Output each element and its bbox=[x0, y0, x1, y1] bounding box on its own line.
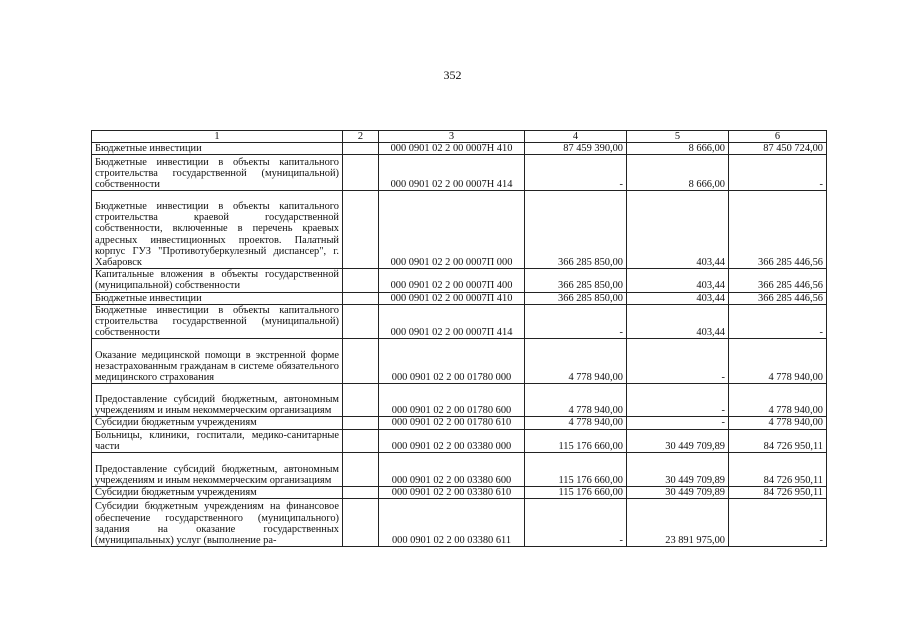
row-name-cell: Больницы, клиники, госпитали, медико-санитарные части bbox=[92, 429, 343, 452]
table-body bbox=[92, 143, 827, 547]
row-col5-cell: 8 666,00 bbox=[627, 143, 729, 155]
row-col2-cell bbox=[343, 143, 379, 155]
row-col4-cell: 366 285 850,00 bbox=[525, 292, 627, 304]
row-col5-cell: 30 449 709,89 bbox=[627, 453, 729, 487]
table-row bbox=[92, 339, 827, 384]
row-name-cell: Предоставление субсидий бюджетным, автономным учреждениям и иным некоммерческим организациям bbox=[92, 453, 343, 487]
row-col4-cell: 115 176 660,00 bbox=[525, 453, 627, 487]
table-row bbox=[92, 453, 827, 487]
row-name-cell: Оказание медицинской помощи в экстренной форме незастрахованным гражданам в системе обязательного медицинского страхования bbox=[92, 339, 343, 384]
row-name-cell: Предоставление субсидий бюджетным, автономным учреждениям и иным некоммерческим организациям bbox=[92, 384, 343, 417]
row-col5-cell: 30 449 709,89 bbox=[627, 487, 729, 499]
column-header: 1 bbox=[92, 131, 343, 143]
row-col4-cell: 366 285 850,00 bbox=[525, 269, 627, 292]
row-col4-cell: 87 459 390,00 bbox=[525, 143, 627, 155]
row-code-cell: 000 0901 02 2 00 0007П 410 bbox=[379, 292, 525, 304]
row-col4-cell: 366 285 850,00 bbox=[525, 191, 627, 269]
budget-table bbox=[91, 130, 827, 547]
table-row bbox=[92, 304, 827, 339]
column-header: 6 bbox=[729, 131, 827, 143]
row-col6-cell: 87 450 724,00 bbox=[729, 143, 827, 155]
row-name-cell: Субсидии бюджетным учреждениям bbox=[92, 417, 343, 429]
row-name-cell: Бюджетные инвестиции bbox=[92, 292, 343, 304]
table-header-row bbox=[92, 131, 827, 143]
row-col6-cell: 366 285 446,56 bbox=[729, 191, 827, 269]
row-col5-cell: - bbox=[627, 384, 729, 417]
row-col5-cell: - bbox=[627, 339, 729, 384]
row-col5-cell: 403,44 bbox=[627, 269, 729, 292]
row-col2-cell bbox=[343, 191, 379, 269]
row-code-cell: 000 0901 02 2 00 0007Н 410 bbox=[379, 143, 525, 155]
row-col5-cell: 23 891 975,00 bbox=[627, 499, 729, 547]
row-col2-cell bbox=[343, 304, 379, 339]
page-number: 352 bbox=[443, 68, 462, 82]
row-col5-cell: 403,44 bbox=[627, 304, 729, 339]
row-name-cell: Субсидии бюджетным учреждениям на финансовое обеспечение государственного (муниципального) задания на оказание государственных (муниципальных) услуг (выполнение ра- bbox=[92, 499, 343, 547]
row-col2-cell bbox=[343, 384, 379, 417]
row-col5-cell: 30 449 709,89 bbox=[627, 429, 729, 452]
row-name-cell: Бюджетные инвестиции в объекты капитального строительства государственной (муниципальной) собственности bbox=[92, 304, 343, 339]
row-col6-cell: 4 778 940,00 bbox=[729, 384, 827, 417]
row-code-cell: 000 0901 02 2 00 03380 611 bbox=[379, 499, 525, 547]
row-col4-cell: 4 778 940,00 bbox=[525, 339, 627, 384]
row-col4-cell: - bbox=[525, 499, 627, 547]
row-code-cell: 000 0901 02 2 00 03380 600 bbox=[379, 453, 525, 487]
row-col6-cell: - bbox=[729, 304, 827, 339]
row-name-cell: Бюджетные инвестиции в объекты капитального строительства краевой государственной собственности, включенные в перечень краевых адресных инвестиционных проектов. Палатный корпус ГУЗ "Противотуберкулезный диспансер", г. Хабаровск bbox=[92, 191, 343, 269]
row-col4-cell: 4 778 940,00 bbox=[525, 417, 627, 429]
row-col5-cell: 8 666,00 bbox=[627, 155, 729, 191]
row-col5-cell: 403,44 bbox=[627, 292, 729, 304]
table-row bbox=[92, 191, 827, 269]
table-row bbox=[92, 499, 827, 547]
table-row bbox=[92, 487, 827, 499]
table-row bbox=[92, 384, 827, 417]
table-row bbox=[92, 269, 827, 292]
row-col2-cell bbox=[343, 155, 379, 191]
row-code-cell: 000 0901 02 2 00 0007П 414 bbox=[379, 304, 525, 339]
row-col6-cell: 84 726 950,11 bbox=[729, 429, 827, 452]
row-col2-cell bbox=[343, 487, 379, 499]
row-col2-cell bbox=[343, 339, 379, 384]
row-col6-cell: 84 726 950,11 bbox=[729, 453, 827, 487]
table-row bbox=[92, 292, 827, 304]
row-col6-cell: 4 778 940,00 bbox=[729, 339, 827, 384]
row-code-cell: 000 0901 02 2 00 0007П 000 bbox=[379, 191, 525, 269]
row-col5-cell: 403,44 bbox=[627, 191, 729, 269]
row-name-cell: Субсидии бюджетным учреждениям bbox=[92, 487, 343, 499]
row-col6-cell: - bbox=[729, 155, 827, 191]
row-col4-cell: - bbox=[525, 304, 627, 339]
row-name-cell: Бюджетные инвестиции bbox=[92, 143, 343, 155]
row-col2-cell bbox=[343, 453, 379, 487]
row-code-cell: 000 0901 02 2 00 01780 000 bbox=[379, 339, 525, 384]
row-col6-cell: 4 778 940,00 bbox=[729, 417, 827, 429]
row-col2-cell bbox=[343, 269, 379, 292]
row-col2-cell bbox=[343, 429, 379, 452]
column-header: 5 bbox=[627, 131, 729, 143]
row-col4-cell: 4 778 940,00 bbox=[525, 384, 627, 417]
row-code-cell: 000 0901 02 2 00 01780 600 bbox=[379, 384, 525, 417]
table-row bbox=[92, 143, 827, 155]
column-header: 2 bbox=[343, 131, 379, 143]
column-header: 3 bbox=[379, 131, 525, 143]
table-row bbox=[92, 155, 827, 191]
row-code-cell: 000 0901 02 2 00 03380 000 bbox=[379, 429, 525, 452]
row-code-cell: 000 0901 02 2 00 0007П 400 bbox=[379, 269, 525, 292]
row-col2-cell bbox=[343, 499, 379, 547]
row-col4-cell: 115 176 660,00 bbox=[525, 487, 627, 499]
column-header: 4 bbox=[525, 131, 627, 143]
row-code-cell: 000 0901 02 2 00 03380 610 bbox=[379, 487, 525, 499]
row-code-cell: 000 0901 02 2 00 01780 610 bbox=[379, 417, 525, 429]
row-col6-cell: 366 285 446,56 bbox=[729, 292, 827, 304]
row-name-cell: Бюджетные инвестиции в объекты капитального строительства государственной (муниципальной) собственности bbox=[92, 155, 343, 191]
row-col4-cell: 115 176 660,00 bbox=[525, 429, 627, 452]
row-code-cell: 000 0901 02 2 00 0007Н 414 bbox=[379, 155, 525, 191]
row-col6-cell: 366 285 446,56 bbox=[729, 269, 827, 292]
row-col6-cell: - bbox=[729, 499, 827, 547]
row-col2-cell bbox=[343, 417, 379, 429]
table-row bbox=[92, 417, 827, 429]
row-col4-cell: - bbox=[525, 155, 627, 191]
table-row bbox=[92, 429, 827, 452]
row-col2-cell bbox=[343, 292, 379, 304]
row-col5-cell: - bbox=[627, 417, 729, 429]
row-col6-cell: 84 726 950,11 bbox=[729, 487, 827, 499]
row-name-cell: Капитальные вложения в объекты государственной (муниципальной) собственности bbox=[92, 269, 343, 292]
